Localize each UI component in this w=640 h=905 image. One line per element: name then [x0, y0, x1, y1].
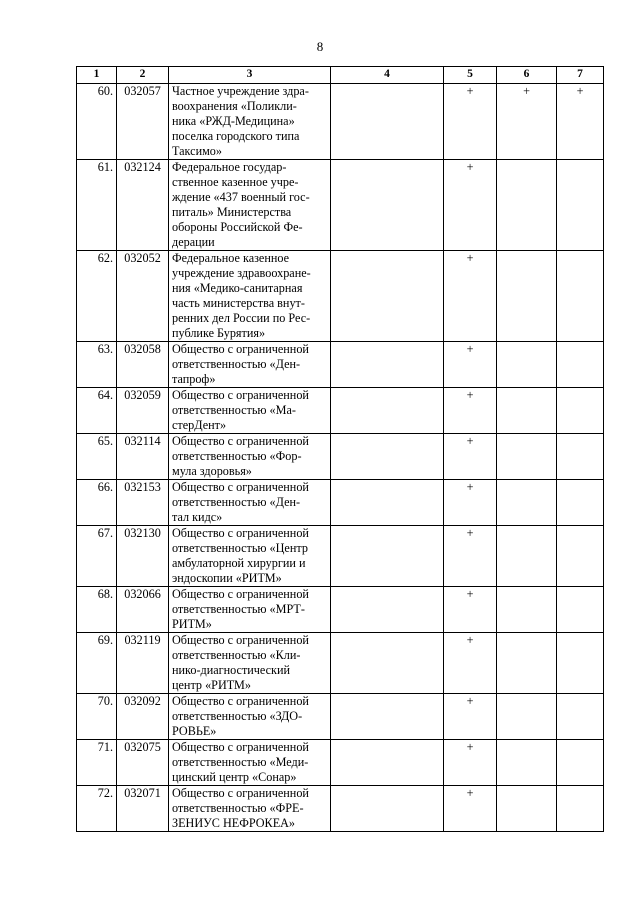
column-4-cell — [331, 480, 444, 526]
header-cell-7: 7 — [557, 67, 604, 84]
table-row — [77, 434, 604, 480]
column-5-mark: + — [444, 434, 497, 480]
column-5-mark: + — [444, 740, 497, 786]
organization-name-line: мула здоровья» — [172, 464, 252, 478]
column-6-mark — [497, 160, 557, 251]
organization-name-line: Общество с ограниченной — [172, 740, 309, 754]
column-6-mark — [497, 633, 557, 694]
column-6-mark — [497, 587, 557, 633]
row-number: 71. — [77, 740, 117, 786]
row-number: 60. — [77, 84, 117, 160]
organization-name-line: ответственностью «ФРЕ- — [172, 801, 304, 815]
organization-name-line: ответственностью «Ден- — [172, 495, 301, 509]
organization-code: 032130 — [117, 526, 169, 587]
table-row — [77, 480, 604, 526]
organization-name — [169, 160, 331, 251]
organization-name-line: эндоскопии «РИТМ» — [172, 571, 282, 585]
organization-name-line: Общество с ограниченной — [172, 633, 309, 647]
header-cell-1: 1 — [77, 67, 117, 84]
table-row — [77, 786, 604, 832]
organization-name-line: РОВЬЕ» — [172, 724, 217, 738]
organization-code: 032092 — [117, 694, 169, 740]
column-6-mark — [497, 694, 557, 740]
organization-name-line: Общество с ограниченной — [172, 480, 309, 494]
organization-name-line: Федеральное казенное — [172, 251, 290, 265]
column-6-mark — [497, 480, 557, 526]
column-7-mark — [557, 388, 604, 434]
column-5-mark: + — [444, 633, 497, 694]
organization-code: 032119 — [117, 633, 169, 694]
header-cell-3: 3 — [169, 67, 331, 84]
organization-name-line: ждение «437 военный гос- — [172, 190, 310, 204]
organization-name-line: тал кидс» — [172, 510, 223, 524]
organization-name-line: Общество с ограниченной — [172, 786, 309, 800]
column-4-cell — [331, 740, 444, 786]
column-4-cell — [331, 434, 444, 480]
header-cell-4: 4 — [331, 67, 444, 84]
column-4-cell — [331, 251, 444, 342]
organization-name — [169, 740, 331, 786]
organization-name-line: стерДент» — [172, 418, 227, 432]
column-4-cell — [331, 84, 444, 160]
organization-name — [169, 587, 331, 633]
organization-name-line: ответственностью «МРТ- — [172, 602, 305, 616]
organization-name-line: Частное учреждение здра- — [172, 84, 309, 98]
column-5-mark: + — [444, 694, 497, 740]
organization-name-line: Общество с ограниченной — [172, 388, 309, 402]
column-6-mark: + — [497, 84, 557, 160]
table-row — [77, 388, 604, 434]
table-body — [77, 84, 604, 832]
organization-name-line: поселка городского типа — [172, 129, 300, 143]
organization-code: 032114 — [117, 434, 169, 480]
header-cell-6: 6 — [497, 67, 557, 84]
column-6-mark — [497, 526, 557, 587]
column-7-mark — [557, 740, 604, 786]
organization-name-line: учреждение здравоохране- — [172, 266, 311, 280]
organization-name — [169, 84, 331, 160]
column-7-mark — [557, 694, 604, 740]
organization-code: 032052 — [117, 251, 169, 342]
table-row — [77, 740, 604, 786]
organization-name — [169, 694, 331, 740]
row-number: 66. — [77, 480, 117, 526]
column-5-mark: + — [444, 587, 497, 633]
organization-name-line: Федеральное государ- — [172, 160, 287, 174]
column-4-cell — [331, 633, 444, 694]
organization-name-line: ответственностью «Ден- — [172, 357, 301, 371]
column-4-cell — [331, 786, 444, 832]
organization-code: 032075 — [117, 740, 169, 786]
organization-name-line: ЗЕНИУС НЕФРОКЕА» — [172, 816, 296, 830]
column-7-mark — [557, 160, 604, 251]
organization-name-line: цинский центр «Сонар» — [172, 770, 297, 784]
column-5-mark: + — [444, 526, 497, 587]
row-number: 67. — [77, 526, 117, 587]
column-7-mark — [557, 480, 604, 526]
organization-name-line: нико-диагностический — [172, 663, 291, 677]
organization-name-line: тапроф» — [172, 372, 216, 386]
header-row — [77, 67, 604, 84]
table-row — [77, 251, 604, 342]
column-5-mark: + — [444, 251, 497, 342]
organization-name — [169, 786, 331, 832]
row-number: 61. — [77, 160, 117, 251]
organization-name-line: Общество с ограниченной — [172, 434, 309, 448]
column-4-cell — [331, 694, 444, 740]
column-5-mark: + — [444, 480, 497, 526]
column-6-mark — [497, 342, 557, 388]
column-5-mark: + — [444, 160, 497, 251]
row-number: 62. — [77, 251, 117, 342]
organization-name-line: Общество с ограниченной — [172, 694, 309, 708]
column-6-mark — [497, 740, 557, 786]
row-number: 64. — [77, 388, 117, 434]
organization-code: 032153 — [117, 480, 169, 526]
header-cell-2: 2 — [117, 67, 169, 84]
organization-name-line: питаль» Министерства — [172, 205, 292, 219]
row-number: 70. — [77, 694, 117, 740]
organization-code: 032124 — [117, 160, 169, 251]
organization-name — [169, 480, 331, 526]
organization-name-line: Общество с ограниченной — [172, 587, 309, 601]
table-row — [77, 694, 604, 740]
table-row — [77, 587, 604, 633]
table-row — [77, 160, 604, 251]
organization-name-line: Таксимо» — [172, 144, 222, 158]
row-number: 63. — [77, 342, 117, 388]
organization-code: 032058 — [117, 342, 169, 388]
column-7-mark — [557, 251, 604, 342]
organization-name-line: ния «Медико-санитарная — [172, 281, 303, 295]
organization-name-line: РИТМ» — [172, 617, 212, 631]
organization-name — [169, 251, 331, 342]
organization-code: 032057 — [117, 84, 169, 160]
table-row — [77, 526, 604, 587]
organization-name — [169, 526, 331, 587]
organization-name-line: Общество с ограниченной — [172, 526, 309, 540]
organization-name-line: Общество с ограниченной — [172, 342, 309, 356]
column-7-mark — [557, 786, 604, 832]
column-6-mark — [497, 434, 557, 480]
organization-name — [169, 342, 331, 388]
table-row — [77, 84, 604, 160]
organization-name-line: ответственностью «ЗДО- — [172, 709, 303, 723]
column-4-cell — [331, 587, 444, 633]
column-6-mark — [497, 786, 557, 832]
organization-name-line: ответственностью «Меди- — [172, 755, 309, 769]
organizations-table — [76, 66, 604, 832]
organization-name-line: центр «РИТМ» — [172, 678, 251, 692]
column-6-mark — [497, 388, 557, 434]
row-number: 69. — [77, 633, 117, 694]
column-5-mark: + — [444, 786, 497, 832]
organization-name — [169, 633, 331, 694]
row-number: 68. — [77, 587, 117, 633]
column-4-cell — [331, 388, 444, 434]
row-number: 65. — [77, 434, 117, 480]
organization-name-line: ответственностью «Центр — [172, 541, 308, 555]
column-7-mark — [557, 342, 604, 388]
organization-code: 032071 — [117, 786, 169, 832]
table-row — [77, 342, 604, 388]
organization-name-line: ответственностью «Ма- — [172, 403, 296, 417]
organization-name-line: ника «РЖД-Медицина» — [172, 114, 295, 128]
header-cell-5: 5 — [444, 67, 497, 84]
organization-name — [169, 388, 331, 434]
organization-name-line: ственное казенное учре- — [172, 175, 299, 189]
column-4-cell — [331, 160, 444, 251]
column-7-mark — [557, 434, 604, 480]
column-7-mark — [557, 587, 604, 633]
column-7-mark — [557, 633, 604, 694]
organization-name-line: обороны Российской Фе- — [172, 220, 303, 234]
organization-code: 032059 — [117, 388, 169, 434]
organization-name-line: дерации — [172, 235, 215, 249]
organization-name-line: ответственностью «Фор- — [172, 449, 302, 463]
organization-code: 032066 — [117, 587, 169, 633]
organization-name-line: ответственностью «Кли- — [172, 648, 301, 662]
row-number: 72. — [77, 786, 117, 832]
organization-name-line: амбулаторной хирургии и — [172, 556, 306, 570]
column-4-cell — [331, 526, 444, 587]
organization-name-line: ренних дел России по Рес- — [172, 311, 311, 325]
column-7-mark: + — [557, 84, 604, 160]
column-5-mark: + — [444, 342, 497, 388]
organization-name-line: часть министерства внут- — [172, 296, 305, 310]
column-5-mark: + — [444, 388, 497, 434]
page-number: 8 — [316, 39, 324, 54]
organization-name-line: воохранения «Поликли- — [172, 99, 297, 113]
table-row — [77, 633, 604, 694]
column-4-cell — [331, 342, 444, 388]
organization-name-line: публике Бурятия» — [172, 326, 266, 340]
column-5-mark: + — [444, 84, 497, 160]
column-7-mark — [557, 526, 604, 587]
organization-name — [169, 434, 331, 480]
column-6-mark — [497, 251, 557, 342]
